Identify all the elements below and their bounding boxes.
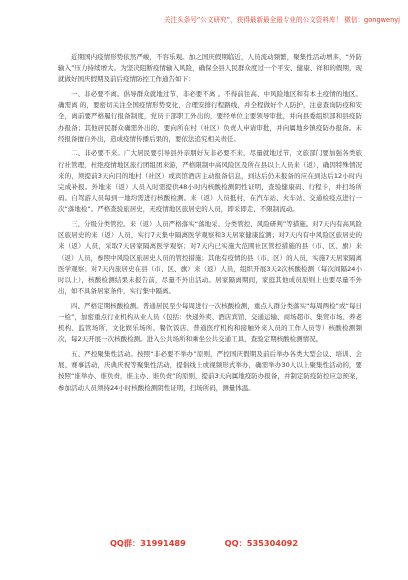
footer-qq-number: QQ：535304092 <box>224 538 299 548</box>
section-5-paragraph: 五、严控聚集性活动。按照“非必要不举办”原则，严控国庆假期及前后举办各类大型会议、培训、会展、赛事活动，庆典庆祝等聚集性活动，提倡线上或视频形式举办，确需举办30人以上聚集性活动的，要按照“谁举办、谁负责，谁主办、谁负责”的原则，提前3天向属地疫防办报备，并制定防疫防控应急预案，参加活动人员须持24小时核酸检测阴性证明，扫场所码，测量体温。 <box>58 350 362 392</box>
section-1-paragraph: 一、非必要不离。倡导群众就地过节，非必要不离 。不得前往高、中风险地区和有本土疫情的地区。确需离 的，要密切关注全国疫情形势变化，合理安排行程路线，并全程做好个人防护，注意查询防疫和安全，离前要严格履行报备制度，党员干部职工外出的，要经单位主要领导审批，并向县委组织部和县疫防办报备；其他居民群众确需外出的，要向所在村（社区）负责人申请审批，并向属地乡镇疫防办报备。未经报备擅自外出，造成疫情传播后果的，要依法追究相关责任。 <box>58 90 362 143</box>
intro-paragraph: 近期国内疫情形势依然严峻，不容乐观。加之国庆假期临近，人员流动频繁，聚集性活动增多，“外防输入”压力持续增大。为坚决阻断疫情输入风险，确保全县人民群众度过一个平安、健康、祥和的假期，现就做好国庆假期及前后疫情防控工作通告如下： <box>58 53 362 84</box>
header-promo <box>120 14 400 40</box>
footer-qq-group: QQ群：31991489 <box>109 538 186 548</box>
section-3-paragraph: 三、分级分类管控。来（返）人员严格落实“落地采、分类管控、风险研判”等措施。对7天内有高风险区旅居史的来（返）人员，实行7天集中隔离医学观察和3天居家健康监测；对7天内有中风险区旅居史的来（返）人员，采取7天居家隔离医学观察；对7天内已实施大范围社区管控措施的县（市、区、旗）来（返）人员，参照中风险区旅居史人员的管控措施；其他有疫情的县（市、区）的人员，实施7天居家隔离医学观察；对7天内旅居史在县（市、区、旗）来（返）人员，组织开展3天2次核酸检测（每次间隔24小时以上），核酸检测结果未报告前，尽量不外出活动。居家隔离期间，家庭其他成员原则上也要尽量不外出，如不具备居家条件，实行集中隔离。 <box>58 220 362 296</box>
header-promo-line: 关注头条号“公文研究”，获得最新最全最专业的公文资料库！ 微信：gongwenyj <box>163 16 400 24</box>
section-2-paragraph: 二、非必要不来。广大居民要引导县外亲朋好友非必要不来，尽量就地过节，文旅部门要加强各类旅行社管理，杜绝疫情地区旅行团组团来游，严格限制中高风险区及所在县以上人员来（返），确因特殊情况来的，须提前3天向目的地村（社区）或宾馆酒店主动报备信息，到达后仍未报备的应在到达后12小时内完成补报。外地来（返）人员入时需提供48小时内核酸检测阴性证明，查验健康码、行程卡，并扫场所码。自驾游人员每到一地均需进行核酸检测。来（返）人员抵村，在汽车站、火车站、交通检疫点进行一次“落地检”。严格查验旅居史，无疫情地区旅居史的人员，即采即走、不限制流动。 <box>58 149 362 214</box>
footer-contact <box>0 538 408 554</box>
section-4-paragraph: 四、严格定期核酸检测。普通居民至少每周进行一次核酸检测，重点人群分类落实“每周两检”或“每日一检”，加密重点行业机构从业人员（包括：快递外卖、酒店宾馆、交通运输、商场超市、集贸市场、养老机构、监管场所、文化娱乐场所、餐饮饭店、普通医疗机构和接触外来人员的工作人员等）核酸检测频次，每2天开展一次核酸检测。进入公共场所和乘坐公共交通工具，查验定期核酸检测情况。 <box>58 301 362 344</box>
document-body <box>58 52 362 530</box>
